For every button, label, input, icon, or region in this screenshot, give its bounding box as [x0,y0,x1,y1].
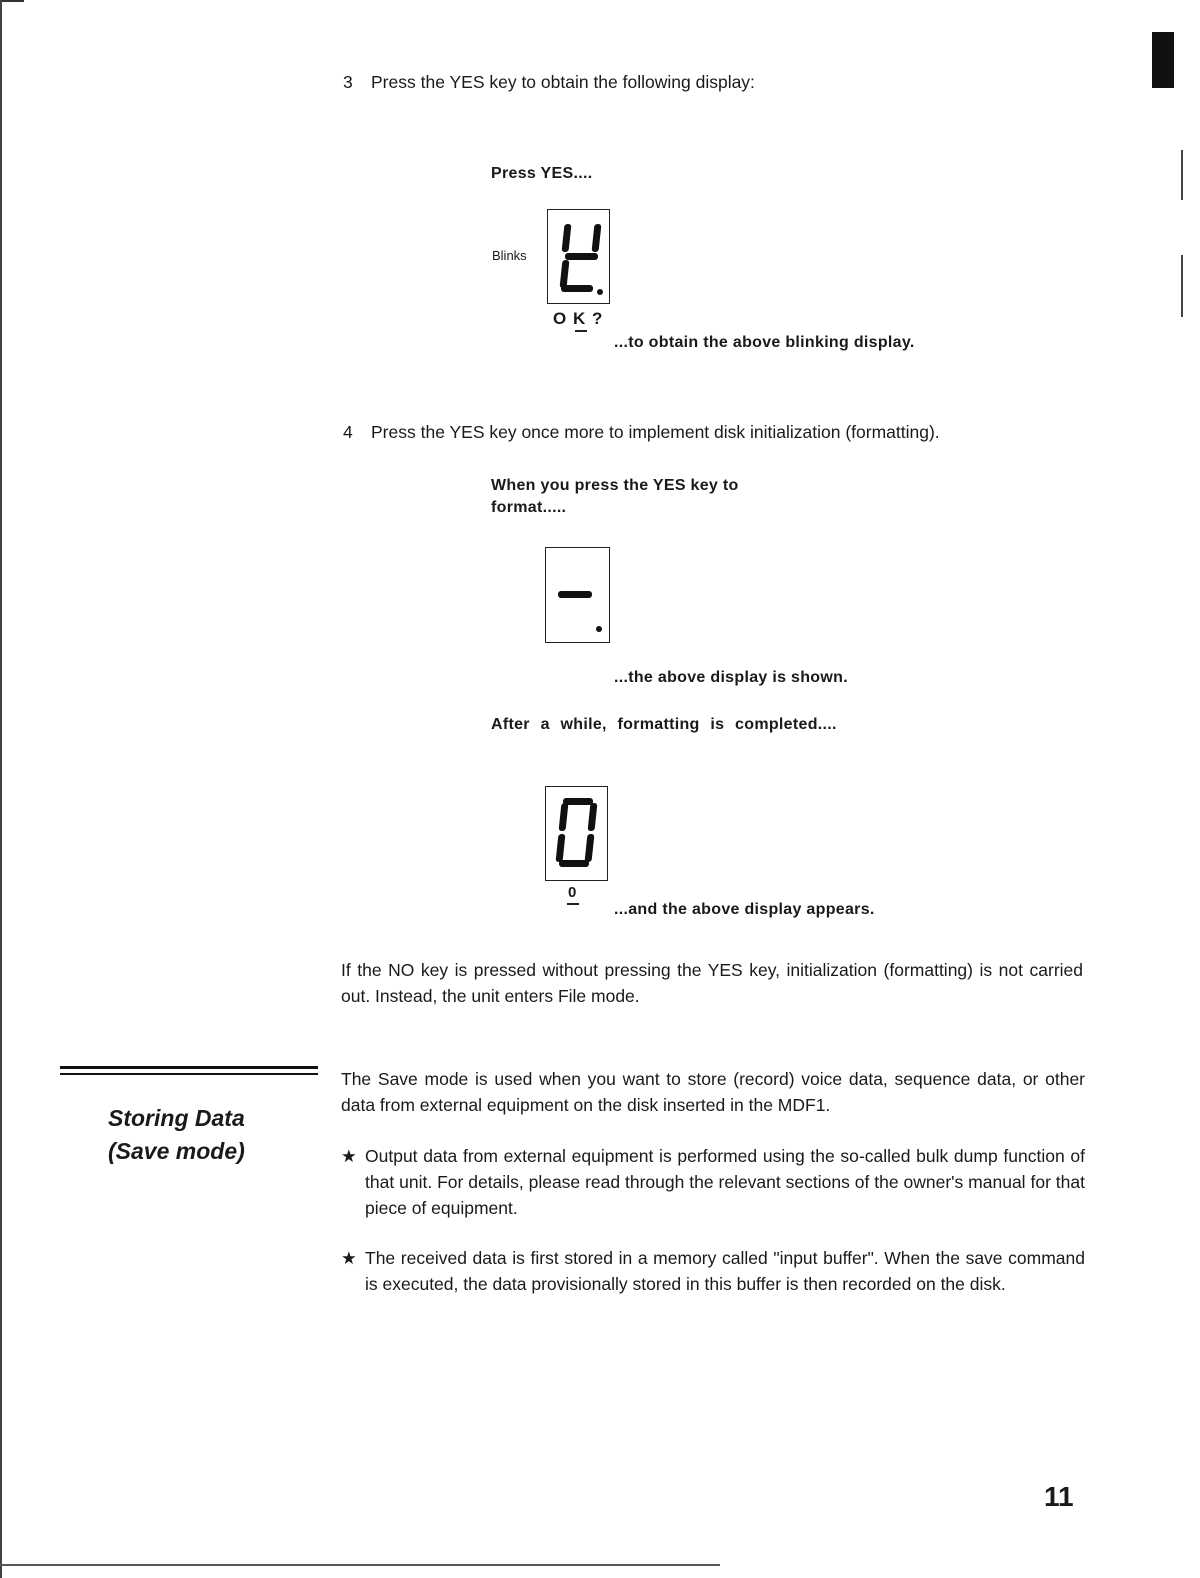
step-number: 4 [343,422,353,442]
display-2-caption: When you press the YES key to format..... [491,477,739,516]
ok-prompt: O K ? [553,309,604,328]
segment-top-right [592,224,602,252]
step-text: Press the YES key to obtain the following display: [371,72,755,92]
step-number: 3 [343,72,353,92]
step-4 [343,419,1103,445]
page-number: 11 [1044,1481,1074,1512]
segment-top-right [588,803,598,831]
segment-bottom [561,285,593,292]
section-rule-thin [60,1073,318,1075]
bullet-text: Output data from external equipment is performed using the so-called bulk dump function of that unit. For details, please read through the relevant sections of the owner's manual for that piece of equipment. [365,1146,1085,1218]
star-icon: ★ [341,1146,357,1166]
ok-underline [575,330,587,332]
segment-top-left [562,224,572,252]
lcd-display-blinking [547,209,610,304]
display-3-result: ...and the above display appears. [614,901,875,918]
step-text: Press the YES key once more to implement disk initialization (formatting). [371,422,940,442]
segment-bottom [559,860,589,867]
lcd-display-zero [545,786,608,881]
corner-mark [0,0,24,2]
margin-rule-2 [1181,255,1183,317]
segment-bottom-left [556,834,566,862]
segment-middle [565,253,598,260]
decimal-point [597,289,603,295]
display-1-result: ...to obtain the above blinking display. [614,334,915,351]
bullet-item-2 [341,1245,1085,1297]
segment-bottom-right [585,834,595,862]
zero-underline [567,903,579,905]
decimal-point [596,626,602,632]
left-edge-line [0,0,2,1578]
zero-sub-label: 0 [568,884,577,901]
display-2-result: ...the above display is shown. [614,669,848,686]
no-key-note: If the NO key is pressed without pressing the YES key, initialization (formatting) is not carried out. Instead, the unit enters File mode. [341,960,1083,1006]
display-3-caption: After a while, formatting is completed.... [491,716,837,733]
bullet-item-1 [341,1143,1085,1221]
margin-rule-1 [1181,150,1183,200]
star-icon: ★ [341,1248,357,1268]
section-intro: The Save mode is used when you want to store (record) voice data, sequence data, or other data from external equipment on the disk inserted in the MDF1. [341,1069,1085,1115]
segment-bottom-left [560,260,570,288]
section-rule-thick [60,1066,318,1069]
step-3 [343,69,1043,95]
display-1-caption: Press YES.... [491,165,593,182]
section-title-line1: Storing Data [108,1105,245,1131]
bullet-text: The received data is first stored in a memory called "input buffer". When the save command is executed, the data provisionally stored in this buffer is then recorded on the disk. [365,1248,1085,1294]
section-title-line2: (Save mode) [108,1138,245,1164]
blinks-label: Blinks [492,248,527,263]
section-title [108,1102,245,1168]
segment-top-left [559,803,569,831]
segment-middle [558,591,592,598]
thumb-index-tab [1152,32,1174,88]
lcd-display-dash [545,547,610,643]
bottom-edge-line [0,1564,720,1566]
